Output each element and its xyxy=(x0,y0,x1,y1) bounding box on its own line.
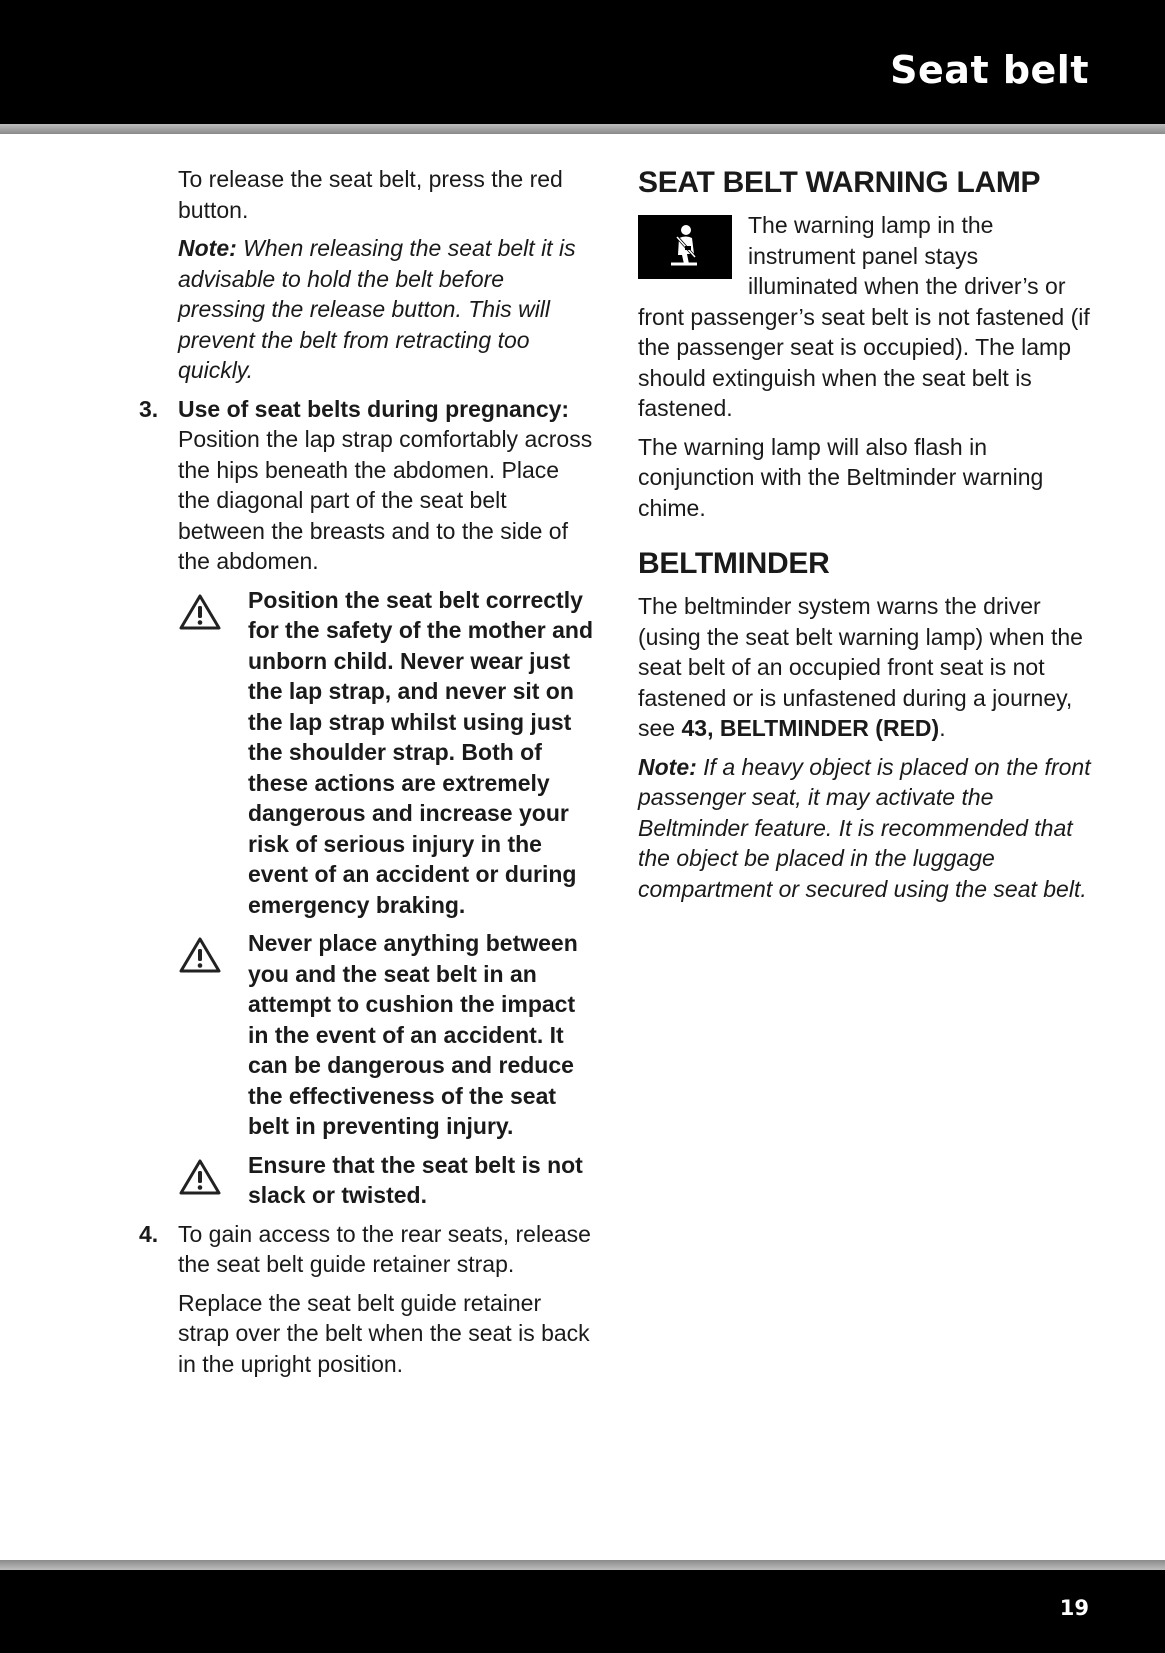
footer-divider xyxy=(0,1560,1165,1570)
left-column xyxy=(130,164,595,1387)
release-instruction: To release the seat belt, press the red button. xyxy=(178,166,563,223)
section-heading-beltminder: BELTMINDER xyxy=(638,547,830,580)
warning-triangle-icon xyxy=(178,593,222,631)
pregnancy-heading: Use of seat belts during pregnancy: xyxy=(178,395,570,422)
warning-text: Ensure that the seat belt is not slack or twisted. xyxy=(248,1151,583,1208)
list-item-4 xyxy=(130,1219,595,1380)
beltminder-text xyxy=(638,591,1093,744)
beltminder-body: The beltminder system warns the driver (using the seat belt warning lamp) when the seat belt of an occupied front seat is not fastened or is unfastened during a journey, see xyxy=(638,593,1083,741)
warning-text: Position the seat belt correctly for the safety of the mother and unborn child. Never wear just the lap strap, and never sit on the lap strap whilst using just the shoulder strap. Both of these actions are extremely dangerous and increase your risk of serious injury in the event of an accident or during emergency braking. xyxy=(248,586,594,918)
retainer-text: Replace the seat belt guide retainer strap over the belt when the seat is back in the upright position. xyxy=(178,1289,590,1377)
beltminder-reference-link[interactable]: 43, BELTMINDER (RED) xyxy=(681,715,940,741)
beltminder-note xyxy=(638,752,1093,905)
page-footer xyxy=(0,1570,1165,1653)
page-title: Seat belt xyxy=(890,48,1089,92)
page-header xyxy=(0,0,1165,124)
pregnancy-text xyxy=(178,394,595,577)
warning-lamp-text: The warning lamp in the instrument panel stays illuminated when the driver’s or front passenger’s seat belt is not fastened (if the passenger seat is occupied). The lamp should extinguish when the seat belt is fastened. xyxy=(638,212,1090,421)
warning-triangle-icon xyxy=(178,1158,222,1196)
page-number: 19 xyxy=(1059,1596,1089,1620)
section-heading-warning-lamp: SEAT BELT WARNING LAMP xyxy=(638,166,1041,199)
note-text: When releasing the seat belt it is advisable to hold the belt before pressing the release button. This will prevent the belt from retracting too quickly. xyxy=(178,235,576,383)
warning-triangle-icon xyxy=(178,936,222,974)
warning-text: Never place anything between you and the seat belt in an attempt to cushion the impact in the event of an accident. It can be dangerous and reduce the effectiveness of the seat belt in preventing injury. xyxy=(248,930,578,1139)
rear-access-text: To gain access to the rear seats, release the seat belt guide retainer strap. xyxy=(178,1220,591,1277)
note-label: Note: xyxy=(638,753,697,780)
warning-cushion xyxy=(178,928,595,1142)
warning-twisted xyxy=(178,1150,595,1211)
beltminder-end: . xyxy=(939,715,946,741)
list-number: 3. xyxy=(139,395,159,422)
list-number: 4. xyxy=(139,1220,159,1247)
header-divider xyxy=(0,124,1165,134)
note-label: Note: xyxy=(178,235,237,261)
pregnancy-body: Position the lap strap comfortably across the hips beneath the abdomen. Place the diagonal part of the seat belt between the breasts and to the side of the abdomen. xyxy=(178,426,593,574)
warning-pregnancy xyxy=(178,585,595,921)
note-text: If a heavy object is placed on the front passenger seat, it may activate the Beltminder feature. It is recommended that the object be placed in the luggage compartment or secured using the seat belt. xyxy=(638,753,1091,902)
list-item-3 xyxy=(130,394,595,577)
seatbelt-warning-lamp-icon xyxy=(638,215,732,279)
release-note xyxy=(178,233,595,386)
warning-lamp-flash-text: The warning lamp will also flash in conjunction with the Beltminder warning chime. xyxy=(638,433,1044,521)
warning-lamp-block xyxy=(638,210,1093,432)
right-column xyxy=(638,164,1093,912)
